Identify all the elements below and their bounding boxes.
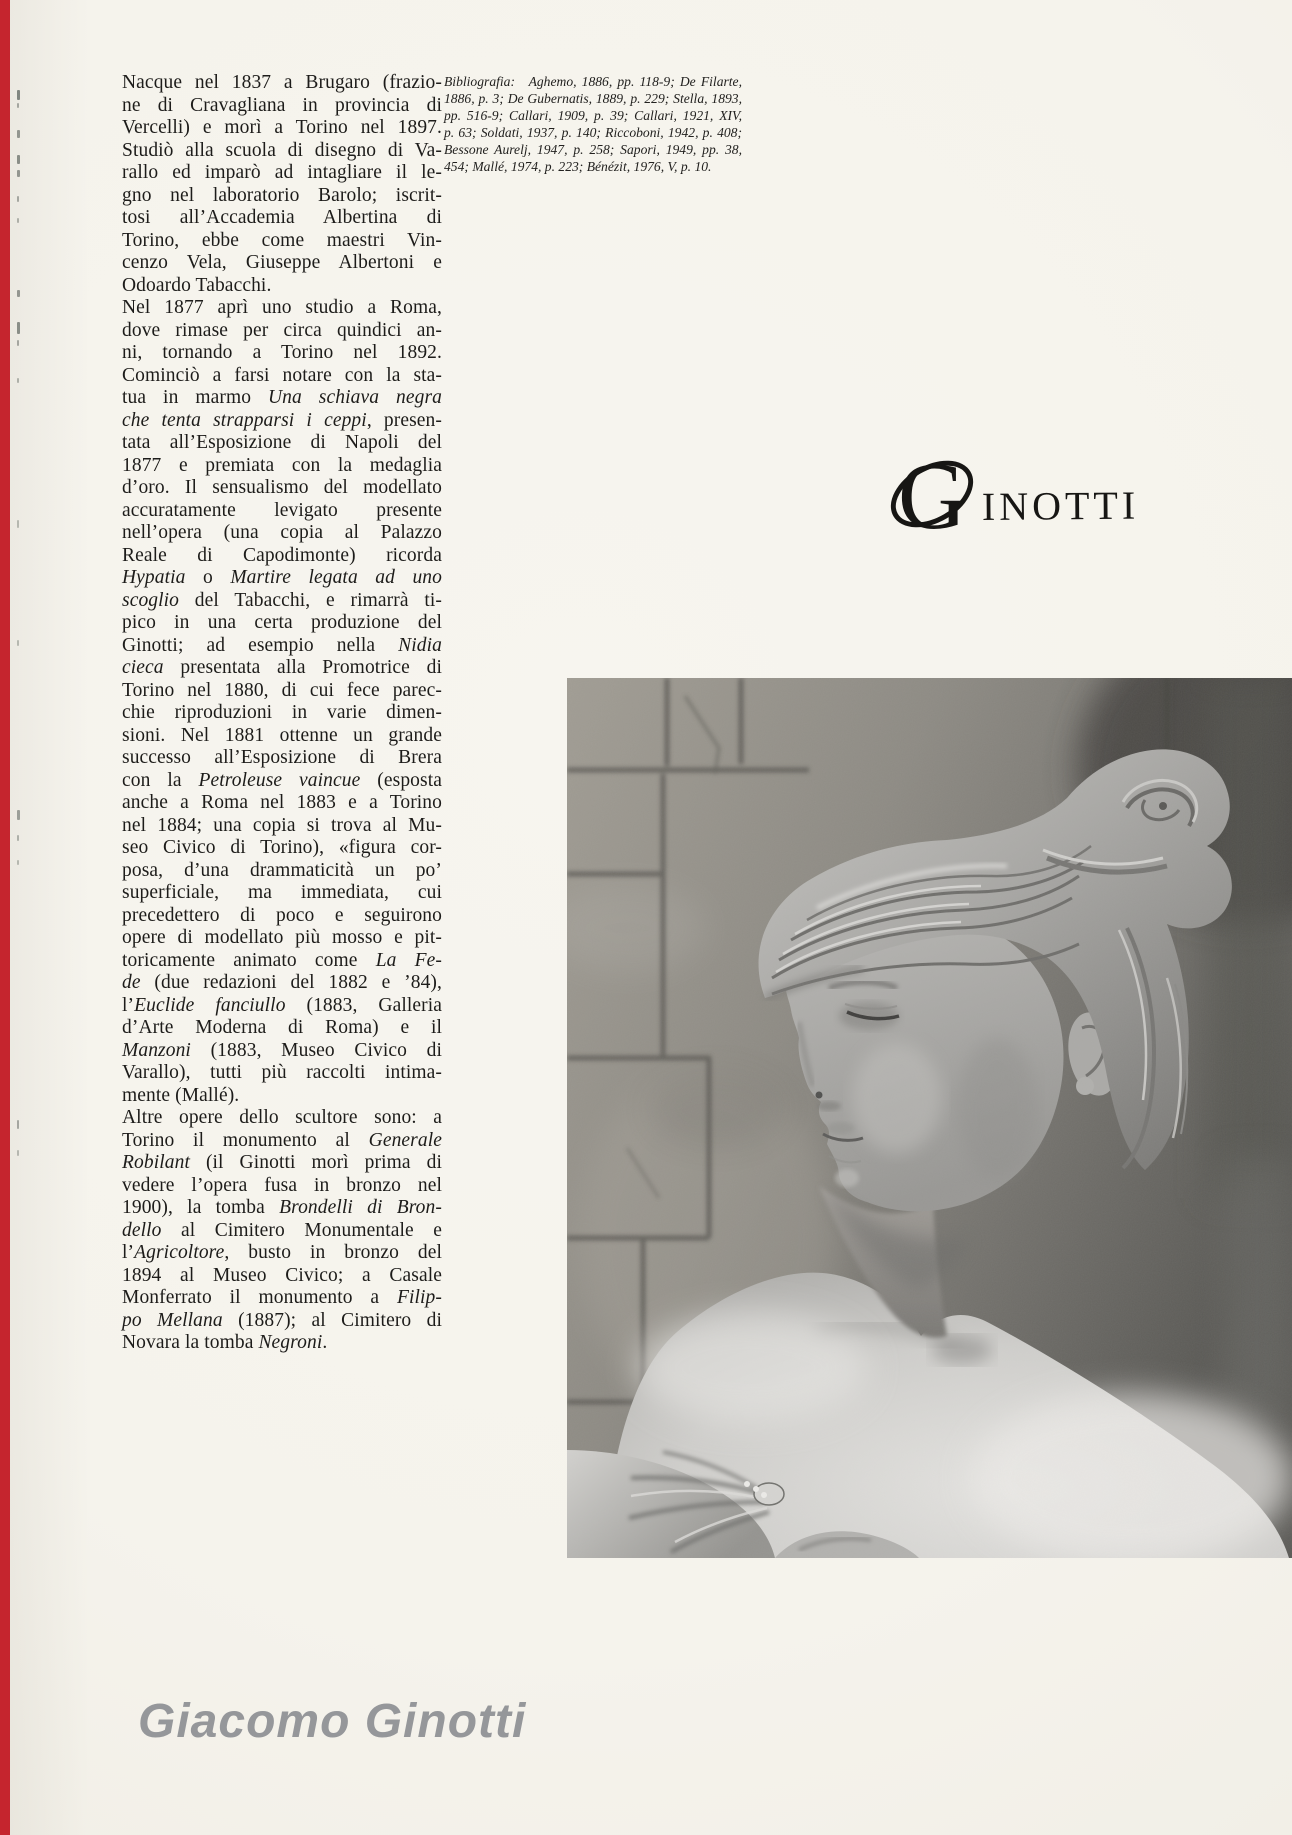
bibliography-line: pp. 516-9; Callari, 1909, p. 39; Callari, 1921, XIV, — [444, 108, 742, 123]
text-line: d’Arte Moderna di Roma) e il — [122, 1017, 442, 1038]
body-column — [122, 72, 442, 1355]
gutter-mark — [17, 170, 20, 177]
binding-shade — [10, 0, 90, 1835]
text-line: ne di Cravagliana in provincia di — [122, 94, 442, 116]
gutter-mark — [17, 290, 20, 297]
page-title-artist-name: Giacomo Ginotti — [138, 1695, 527, 1748]
gutter-mark — [17, 640, 19, 646]
text-line: Robilant (il Ginotti morì prima di — [122, 1152, 442, 1173]
artist-signature — [876, 436, 1186, 540]
text-line: dello al Cimitero Monumentale e — [122, 1219, 442, 1241]
text-line: de (due redazioni del 1882 e ’84), — [122, 972, 442, 993]
gutter-mark — [17, 155, 20, 164]
gutter-mark — [17, 835, 19, 841]
gutter-mark — [17, 378, 19, 383]
sculpture-photograph — [567, 678, 1292, 1558]
text-line: Studiò alla scuola di disegno di Va- — [122, 139, 442, 161]
text-line: Varallo), tutti più raccolti intima- — [122, 1062, 442, 1083]
bibliography-line: Bessone Aurelj, 1947, p. 258; Sapori, 1949, pp. 38, — [444, 142, 742, 157]
text-line: l’Agricoltore, busto in bronzo del — [122, 1242, 442, 1263]
text-line: toricamente animato come La Fe- — [122, 949, 442, 971]
text-line: accuratamente levigato presente — [122, 499, 442, 521]
text-line: Vercelli) e morì a Torino nel 1897. — [122, 117, 442, 138]
text-line: mente (Mallé). — [122, 1084, 240, 1106]
text-line: nel 1884; una copia si trova al Mu- — [122, 814, 442, 836]
text-line: Nacque nel 1837 a Brugaro (frazio- — [122, 72, 442, 93]
signature-initial: G — [898, 443, 967, 540]
text-line: Cominciò a farsi notare con la sta- — [122, 364, 442, 386]
text-line: gno nel laboratorio Barolo; iscrit- — [122, 184, 442, 206]
text-line: seo Civico di Torino), «figura cor- — [122, 837, 442, 858]
gutter-mark — [17, 103, 19, 108]
text-line: Torino, ebbe come maestri Vin- — [122, 229, 442, 251]
bibliography-line: 1886, p. 3; De Gubernatis, 1889, p. 229; Stella, 1893, — [444, 91, 742, 106]
gutter-mark — [17, 90, 20, 100]
text-line: d’oro. Il sensualismo del modellato — [122, 477, 442, 498]
text-line: tosi all’Accademia Albertina di — [122, 207, 442, 228]
text-line: posa, d’una drammaticità un po’ — [122, 859, 442, 881]
text-line: vedere l’opera fusa in bronzo nel — [122, 1174, 442, 1196]
text-line: po Mellana (1887); al Cimitero di — [122, 1309, 442, 1331]
text-line: chie riproduzioni in varie dimen- — [122, 702, 442, 723]
gutter-mark — [17, 810, 20, 820]
text-line: pico in una certa produzione del — [122, 612, 442, 633]
text-line: dove rimase per circa quindici an- — [122, 319, 442, 341]
text-line: anche a Roma nel 1883 e a Torino — [122, 792, 442, 813]
text-line: cenzo Vela, Giuseppe Albertoni e — [122, 252, 442, 273]
bibliography-line: Bibliografia: Aghemo, 1886, pp. 118-9; De Filarte, — [444, 74, 742, 89]
text-line: Odoardo Tabacchi. — [122, 274, 272, 296]
page-edge-red-stripe — [0, 0, 10, 1835]
text-line: Reale di Capodimonte) ricorda — [122, 544, 442, 566]
text-line: precedettero di poco e seguirono — [122, 904, 442, 926]
text-line: 1877 e premiata con la medaglia — [122, 454, 442, 476]
text-line: sioni. Nel 1881 ottenne un grande — [122, 724, 442, 746]
gutter-mark — [17, 520, 19, 528]
text-line: opere di modellato più mosso e pit- — [122, 927, 442, 948]
text-line: 1900), la tomba Brondelli di Bron- — [122, 1197, 442, 1218]
text-line: tua in marmo Una schiava negra — [122, 387, 442, 408]
gutter-mark — [17, 860, 19, 865]
text-line: rallo ed imparò ad intagliare il le- — [122, 162, 442, 183]
gutter-mark — [17, 1120, 19, 1129]
gutter-mark — [17, 340, 19, 346]
bibliography-line: 454; Mallé, 1974, p. 223; Bénézit, 1976, V, p. 10. — [444, 159, 712, 174]
gutter-mark — [17, 218, 19, 223]
bibliography-line: p. 63; Soldati, 1937, p. 140; Riccoboni, 1942, p. 408; — [444, 125, 742, 140]
text-line: ni, tornando a Torino nel 1892. — [122, 342, 442, 363]
text-line: con la Petroleuse vaincue (esposta — [122, 769, 442, 791]
text-line: l’Euclide fanciullo (1883, Galleria — [122, 994, 442, 1016]
text-line: superficiale, ma immediata, cui — [122, 882, 442, 903]
text-line: tata all’Esposizione di Napoli del — [122, 432, 442, 453]
text-line: Altre opere dello scultore sono: a — [122, 1107, 442, 1128]
gutter-mark — [17, 1150, 19, 1156]
text-line: Monferrato il monumento a Filip- — [122, 1287, 442, 1308]
text-line: Torino nel 1880, di cui fece parec- — [122, 679, 442, 701]
text-line: 1894 al Museo Civico; a Casale — [122, 1264, 442, 1286]
text-line: Manzoni (1883, Museo Civico di — [122, 1039, 442, 1061]
text-line: nell’opera (una copia al Palazzo — [122, 522, 442, 543]
text-line: Torino il monumento al Generale — [122, 1129, 442, 1151]
text-line: cieca presentata alla Promotrice di — [122, 657, 442, 678]
bibliography-block — [444, 73, 742, 175]
gutter-mark — [17, 130, 20, 138]
signature-rest: INOTTI — [981, 482, 1140, 529]
text-line: Nel 1877 aprì uno studio a Roma, — [122, 297, 442, 318]
text-line: scoglio del Tabacchi, e rimarrà ti- — [122, 589, 442, 611]
text-line: Ginotti; ad esempio nella Nidia — [122, 634, 442, 656]
text-line: successo all’Esposizione di Brera — [122, 747, 442, 768]
gutter-mark — [17, 322, 20, 334]
gutter-mark — [17, 196, 19, 202]
text-line: che tenta strapparsi i ceppi, presen- — [122, 409, 443, 431]
text-line: Novara la tomba Negroni. — [122, 1332, 328, 1353]
text-line: Hypatia o Martire legata ad uno — [122, 567, 442, 588]
